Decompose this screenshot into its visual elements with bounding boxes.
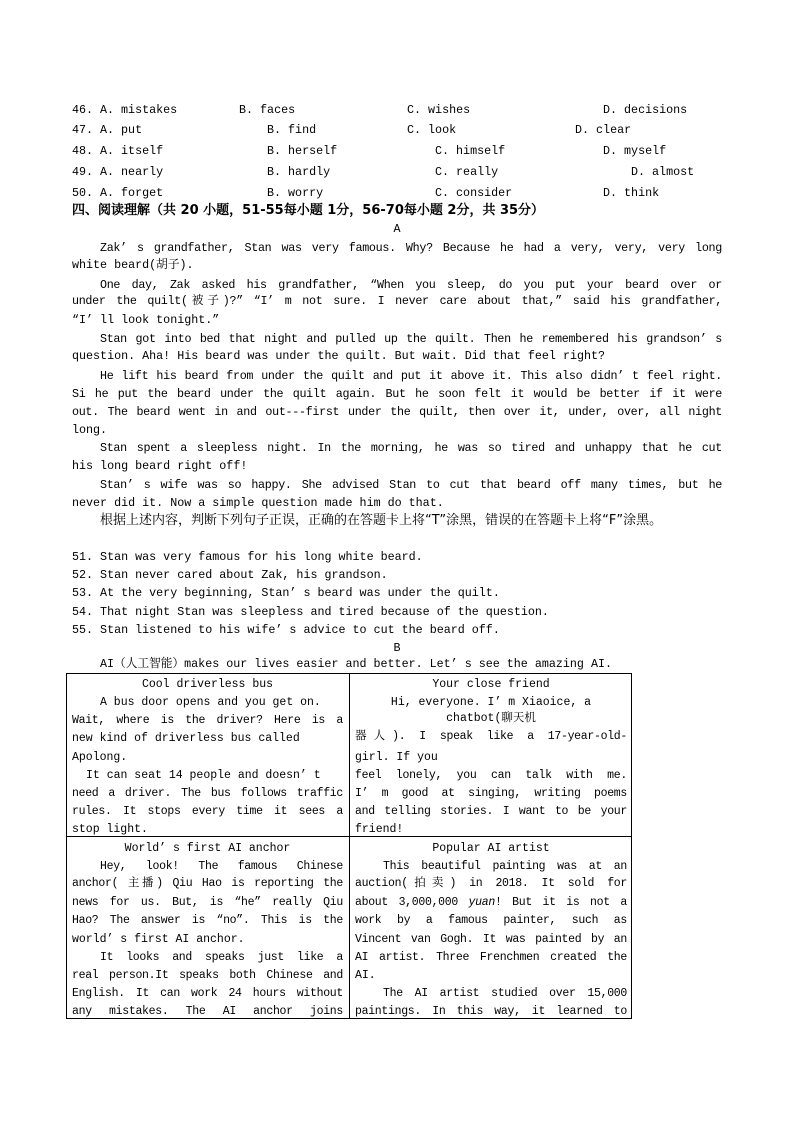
question-number: 49. bbox=[72, 165, 94, 179]
option-d: D. think bbox=[603, 186, 660, 200]
passage-a-line: white beard(胡子). bbox=[72, 258, 194, 272]
card-line: This beautiful painting was at an bbox=[383, 860, 627, 873]
question-number: 48. bbox=[72, 144, 94, 158]
card-line: Hao? The answer is “no”. This is the bbox=[72, 914, 343, 927]
option-d: D. decisions bbox=[603, 103, 688, 117]
card-line: Wait, where is the driver? Here is a bbox=[72, 714, 343, 727]
card-line: Hi, everyone. I’ m Xiaoice, a bbox=[390, 696, 592, 709]
passage-a-line: Stan spent a sleepless night. In the morning, he was so tired and unhappy that he cut bbox=[100, 441, 722, 455]
passage-a-line: Si he put the beard under the quilt again. But he soon felt it would be better if it were bbox=[72, 387, 722, 401]
card-line: The AI artist studied over 15,000 bbox=[383, 987, 627, 1000]
passage-a-line: He lift his beard from under the quilt and put it above it. This also didn’ t feel right. bbox=[100, 369, 722, 383]
passage-a-line: long. bbox=[72, 423, 108, 437]
card-line: and telling stories. I want to be your bbox=[355, 805, 627, 818]
passage-a-line: Zak’ s grandfather, Stan was very famous. Why? Because he had a very, very, very long bbox=[100, 241, 722, 255]
card-line: chatbot(聊天机 bbox=[446, 712, 536, 725]
statement: 54. That night Stan was sleepless and tired because of the question. bbox=[72, 605, 549, 619]
card-line: AI artist. Three Frenchmen created the bbox=[355, 951, 627, 964]
card-line: paintings. In this way, it learned to bbox=[355, 1005, 627, 1018]
option-b: B. hardly bbox=[267, 165, 331, 179]
statement: 53. At the very beginning, Stan’ s beard was under the quilt. bbox=[72, 586, 500, 600]
passage-a-line: Stan’ s wife was so happy. She advised Stan to cut that beard off many times, but he bbox=[100, 478, 722, 492]
card-line: girl. If you bbox=[355, 751, 438, 764]
passage-b-intro: AI（人工智能）makes our lives easier and better. Let’ s see the amazing AI. bbox=[100, 657, 612, 671]
statement: 55. Stan listened to his wife’ s advice to cut the beard off. bbox=[72, 623, 500, 637]
card-line-part: ! But it is not a bbox=[494, 896, 627, 909]
card-title: Popular AI artist bbox=[432, 842, 550, 855]
card-line: A bus door opens and you get on. bbox=[100, 696, 321, 709]
question-number: 47. bbox=[72, 123, 94, 137]
card-title: Your close friend bbox=[432, 678, 550, 691]
passage-a-line: question. Aha! His beard was under the quilt. But wait. Did that feel right? bbox=[72, 349, 606, 363]
option-c: C. himself bbox=[435, 144, 506, 158]
option-c: C. consider bbox=[435, 186, 513, 200]
card-line: any mistakes. The AI anchor joins bbox=[72, 1005, 343, 1018]
card-line: news for us. But, is “he” really Qiu bbox=[72, 896, 343, 909]
card-line: real person.It speaks both Chinese and bbox=[72, 969, 343, 982]
card-line bbox=[355, 895, 627, 911]
passage-b-label: B bbox=[393, 641, 401, 655]
question-number: 50. bbox=[72, 186, 94, 200]
passage-a-line: out. The beard went in and out---first under the quilt, then over it, under, over, all night bbox=[72, 405, 722, 419]
card-line: stop light. bbox=[72, 823, 148, 836]
passage-a-label: A bbox=[393, 222, 401, 236]
option-a: A. put bbox=[100, 123, 143, 137]
card-line: Apolong. bbox=[72, 751, 128, 764]
card-line: It can seat 14 people and doesn’ t bbox=[86, 769, 321, 782]
passage-a-line: “I’ ll look tonight.” bbox=[72, 313, 220, 327]
card-line: rules. It stops every time it sees a bbox=[72, 805, 343, 818]
option-d: D. myself bbox=[603, 144, 667, 158]
card-line: AI. bbox=[355, 969, 376, 982]
table-divider-vertical bbox=[349, 674, 350, 1018]
card-line: Vincent van Gogh. It was painted by an bbox=[355, 933, 627, 946]
passage-a-line: his long beard right off! bbox=[72, 459, 248, 473]
card-line: I’ m good at singing, writing poems bbox=[355, 787, 627, 800]
option-c: C. wishes bbox=[407, 103, 471, 117]
card-line: friend! bbox=[355, 823, 404, 836]
currency-italic: yuan bbox=[468, 896, 495, 909]
option-a: A. mistakes bbox=[100, 103, 178, 117]
option-a: A. forget bbox=[100, 186, 164, 200]
card-line-part: about 3,000,000 bbox=[355, 896, 469, 909]
passage-a-line: never did it. Now a simple question made him do that. bbox=[72, 496, 444, 510]
card-line: Hey, look! The famous Chinese bbox=[100, 860, 343, 873]
passage-a-line: under the quilt(被子)?” “I’ m not sure. I never care about that,” said his grandfather, bbox=[72, 294, 722, 308]
option-a: A. itself bbox=[100, 144, 164, 158]
passage-a-line: One day, Zak asked his grandfather, “When you sleep, do you put your beard over or bbox=[100, 278, 722, 292]
card-line: need a driver. The bus follows traffic bbox=[72, 787, 343, 800]
statement: 52. Stan never cared about Zak, his grandson. bbox=[72, 568, 388, 582]
section-heading: 四、阅读理解（共 20 小题，51-55每小题 1分，56-70每小题 2分，共 35分） bbox=[72, 203, 545, 218]
card-line: auction(拍卖) in 2018. It sold for bbox=[355, 877, 627, 890]
card-line: English. It can work 24 hours without bbox=[72, 987, 343, 1000]
option-b: B. worry bbox=[267, 186, 324, 200]
card-line: feel lonely, you can talk with me. bbox=[355, 769, 627, 782]
option-d: D. almost bbox=[631, 165, 695, 179]
card-line: 器人). I speak like a 17-year-old- bbox=[355, 730, 627, 743]
card-line: It looks and speaks just like a bbox=[100, 951, 343, 964]
option-d: D. clear bbox=[575, 123, 632, 137]
option-c: C. look bbox=[407, 123, 457, 137]
option-b: B. herself bbox=[267, 144, 338, 158]
option-a: A. nearly bbox=[100, 165, 164, 179]
option-b: B. find bbox=[267, 123, 317, 137]
card-title: World’ s first AI anchor bbox=[124, 842, 291, 855]
option-b: B. faces bbox=[239, 103, 296, 117]
question-number: 46. bbox=[72, 103, 94, 117]
instruction: 根据上述内容，判断下列句子正误，正确的在答题卡上将“T”涂黑，错误的在答题卡上将“F”涂黑。 bbox=[100, 513, 663, 528]
card-line: world’ s first AI anchor. bbox=[72, 933, 245, 946]
card-line: anchor( 主播) Qiu Hao is reporting the bbox=[72, 877, 343, 890]
card-line: new kind of driverless bus called bbox=[72, 732, 300, 745]
option-c: C. really bbox=[435, 165, 499, 179]
card-line: work by a famous painter, such as bbox=[355, 914, 627, 927]
card-title: Cool driverless bus bbox=[141, 678, 274, 691]
statement: 51. Stan was very famous for his long white beard. bbox=[72, 550, 423, 564]
passage-a-line: Stan got into bed that night and pulled up the quilt. Then he remembered his grandson’ s bbox=[100, 332, 722, 346]
